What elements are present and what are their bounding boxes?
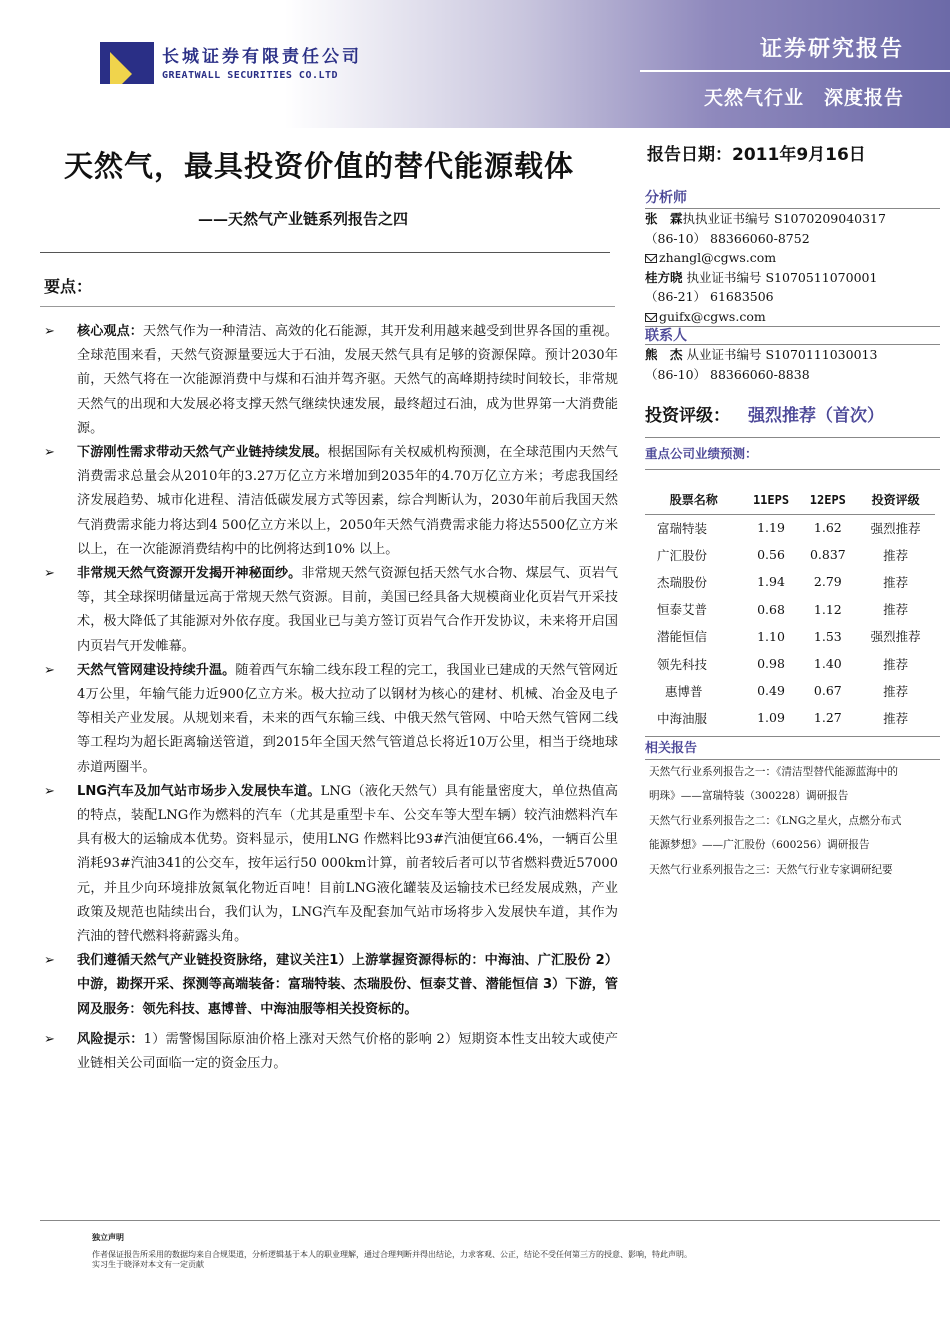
table-row: 潜能恒信 1.10 1.53 强烈推荐 xyxy=(657,628,921,645)
industry-tag: 天然气行业 深度报告 xyxy=(703,87,904,109)
arrow-bullet-icon: ➢ xyxy=(44,324,55,339)
analyst-heading: 分析师 xyxy=(645,187,940,209)
arrow-bullet-icon: ➢ xyxy=(44,445,55,461)
arrow-bullet-icon: ➢ xyxy=(44,566,55,582)
bullet-demand: ➢ 下游刚性需求带动天然气产业链持续发展。根据国际有关权威机构预测，在全球范围内天然气消费需求总量会从2010年的3.27万亿立方米增加到2035年的4.70万亿立方米；考虑我国经济发展趋势、城市化进程、清洁低碳发展方式等因素，综合判断认为，2030年前后我国天然气消费需求能力将达到4 500亿立方米以上，2050年天然气消费需求能力将达5500亿立方米以上，在一次能源消费结构中的比例将达到10% 以上。 xyxy=(44,441,618,562)
bullet-core-view: ➢ 核心观点：天然气作为一种清洁、高效的化石能源，其开发利用越来越受到世界各国的重视。全球范围来看，天然气资源量要远大于石油，发展天然气具有足够的资源保障。预计2030年前，天然气将在一次能源消费中与煤和石油并驾齐驱。天然气的高峰期持续时间较长，非常规天然气的出现和大发展必将支撑天然气继续快速发展，最终超过石油，成为世界第一大消费能源。 xyxy=(44,320,618,441)
rating-value: 强烈推荐（首次） xyxy=(748,406,884,426)
report-type: 证券研究报告 xyxy=(759,37,904,62)
table-row: 中海油服 1.09 1.27 推荐 xyxy=(657,710,909,726)
perf-table xyxy=(645,486,935,732)
analyst-1-name: 张 霖执执业证书编号 S1070209040317 xyxy=(645,211,886,226)
report-subtitle: ——天然气产业链系列报告之四 xyxy=(198,210,409,228)
contact-heading: 联系人 xyxy=(645,327,940,345)
arrow-bullet-icon: ➢ xyxy=(44,783,55,799)
table-row: 杰瑞股份 1.94 2.79 推荐 xyxy=(657,574,909,590)
report-title: 天然气，最具投资价值的替代能源载体 xyxy=(64,149,575,183)
mail-icon xyxy=(645,254,657,263)
related-report-line[interactable]: 天然气行业系列报告之二：《LNG之星火，点燃分布式 xyxy=(649,814,902,827)
related-reports-heading: 相关报告 xyxy=(645,736,940,760)
perf-header-row: 股票名称 11EPS 12EPS 投资评级 xyxy=(645,486,935,514)
related-report-line[interactable]: 能源梦想》——广汇股份（600256）调研报告 xyxy=(649,839,870,851)
bullet-risk: ➢ 风险提示：1）需警惕国际原油价格上涨对天然气价格的影响 2）短期资本性支出较大或使产业链相关公司面临一定的资金压力。 xyxy=(44,1028,618,1076)
analyst-2-name: 桂方晓 执业证书编号 S1070511070001 xyxy=(645,269,878,285)
title-divider xyxy=(40,252,610,253)
bullet-recommendation: ➢ 我们遵循天然气产业链投资脉络，建议关注1）上游掌握资源得标的：中海油、广汇股份 2）中游，勘探开采、探测等高端装备：富瑞特装、杰瑞股份、恒泰艾普、潜能恒信 3）下游，管网及服务：领先科技、惠博普、中海油服等相关投资标的。 xyxy=(44,949,618,1022)
table-row: 惠博普 0.49 0.67 推荐 xyxy=(665,683,909,699)
disclaimer-text: 作者保证报告所采用的数据均来自合规渠道，分析逻辑基于本人的职业理解，通过合理判断并得出结论，力求客观、公正，结论不受任何第三方的授意、影响，特此声明。 实习生于晓泽对本文有一定贡献 xyxy=(92,1250,692,1269)
footer-divider xyxy=(40,1220,940,1221)
key-points-heading: 要点： xyxy=(44,277,93,296)
related-report-line[interactable]: 天然气行业系列报告之三：天然气行业专家调研纪要 xyxy=(649,863,893,876)
mail-icon xyxy=(645,313,657,322)
bullet-lng: ➢ LNG汽车及加气站市场步入发展快车道。LNG（液化天然气）具有能量密度大，单位热值高的特点，装配LNG作为燃料的汽车（尤其是重型卡车、公交车等大型车辆）较汽油燃料汽车具有极大的运输成本优势。资料显示，使用LNG 作燃料比93#汽油便宜66.4%，一辆百公里消耗93#汽油341的公交车，按年运行50 000km计算，前者较后者可以节省燃料费近57000元，并且少向环境排放氮氧化物近百吨！目前LNG液化罐装及运输技术已经发展成熟，产业政策及规范也陆续出台，我们认为，LNG汽车及配套加气站市场将步入发展快车道，其作为汽油的替代燃料将薪露头角。 xyxy=(44,780,618,949)
analyst-1-email[interactable]: zhangl@cgws.com xyxy=(645,248,940,268)
bullet-pipeline: ➢ 天然气管网建设持续升温。随着西气东输二线东段工程的完工，我国业已建成的天然气管网近4万公里，年输气能力近900亿立方米。极大拉动了以钢材为核心的建材、机械、冶金及电子等相关产业发展。从规划来看，未来的西气东输三线、中俄天然气管网、中哈天然气管网二线等工程均为超长距离输送管道，到2015年全国天然气管道总长将近10万公里，相当于绕地球赤道两圈半。 xyxy=(44,659,618,780)
company-name-cn: 长城证券有限责任公司 xyxy=(162,47,362,67)
company-name-en: GREATWALL SECURITIES CO.LTD xyxy=(162,70,339,81)
analyst-2-phone: （86-21） 61683506 xyxy=(645,289,774,304)
perf-heading: 重点公司业绩预测： xyxy=(645,438,940,470)
table-row: 富瑞特装 1.19 1.62 强烈推荐 xyxy=(657,520,921,536)
contact-phone: （86-10） 88366060-8838 xyxy=(645,366,810,382)
disclaimer-heading: 独立声明 xyxy=(92,1233,124,1242)
arrow-bullet-icon: ➢ xyxy=(44,1031,55,1047)
analyst-1-phone: （86-10） 88366060-8752 xyxy=(645,230,810,246)
contact-name: 熊 杰 从业证书编号 S1070111030013 xyxy=(645,347,878,362)
header-band xyxy=(0,0,950,128)
analyst-2-email[interactable]: guifx@cgws.com xyxy=(645,307,940,328)
header-divider xyxy=(640,70,950,72)
company-logo xyxy=(100,42,154,84)
sidebar xyxy=(645,140,940,882)
report-date: 报告日期：2011年9月16日 xyxy=(647,145,866,165)
key-points-divider xyxy=(40,306,615,307)
related-report-line[interactable]: 天然气行业系列报告之一：《清洁型替代能源蓝海中的 xyxy=(649,765,898,778)
arrow-bullet-icon: ➢ xyxy=(44,953,55,969)
table-row: 恒泰艾普 0.68 1.12 推荐 xyxy=(657,601,909,618)
key-points-list xyxy=(44,320,618,1076)
related-report-line[interactable]: 明珠》——富瑞特装（300228）调研报告 xyxy=(649,790,849,802)
table-row: 广汇股份 0.56 0.837 推荐 xyxy=(657,547,909,563)
table-row: 领先科技 0.98 1.40 推荐 xyxy=(657,656,909,672)
bullet-unconventional: ➢ 非常规天然气资源开发揭开神秘面纱。非常规天然气资源包括天然气水合物、煤层气、页岩气等，其全球探明储量远高于常规天然气资源。目前，美国已经具备大规模商业化页岩气开采技术，极大降低了其能源对外依存度。我国业已与美方签订页岩气合作开发协议，未来将开启国内页岩气开发帷幕。 xyxy=(44,562,618,659)
investment-rating: 投资评级： 强烈推荐（首次） xyxy=(645,394,940,438)
arrow-bullet-icon: ➢ xyxy=(44,662,55,678)
